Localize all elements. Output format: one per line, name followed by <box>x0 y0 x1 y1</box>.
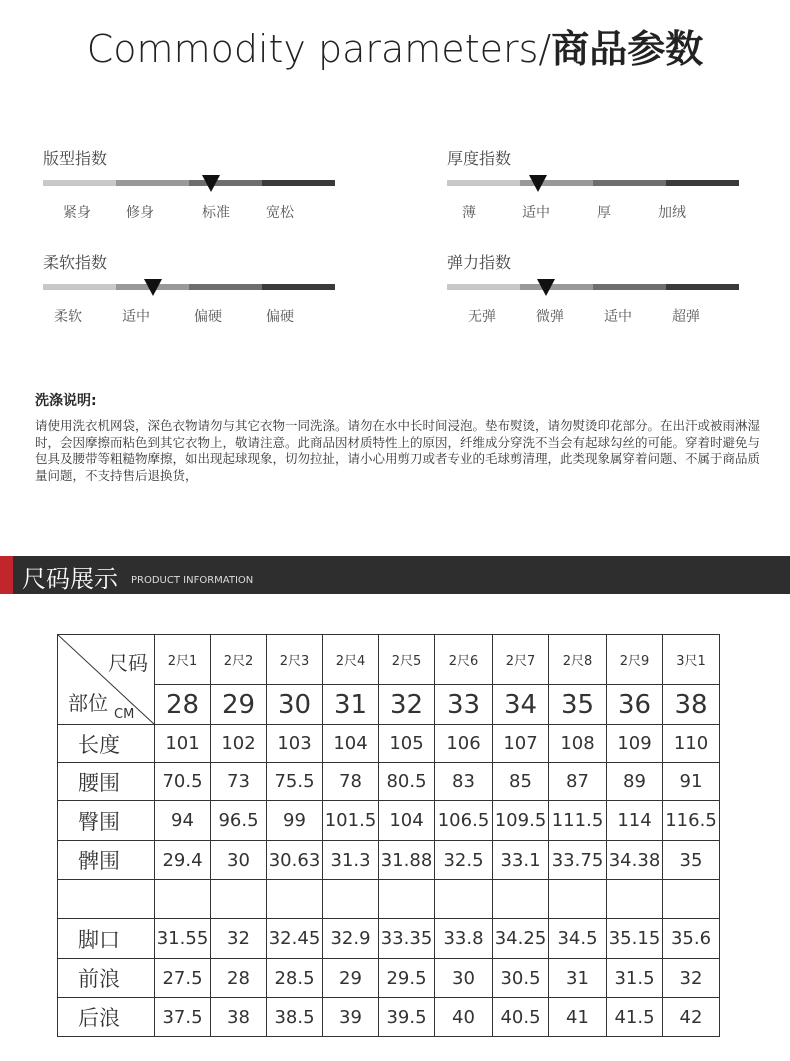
table-cell: 41.5 <box>607 998 663 1037</box>
table-cell: 32 <box>663 959 720 998</box>
table-cell: 80.5 <box>379 763 435 801</box>
index-title: 版型指数 <box>43 149 108 168</box>
table-row <box>58 959 720 998</box>
scale-label: 适中 <box>522 205 550 221</box>
table-cell <box>493 880 549 919</box>
size-number: 31 <box>323 685 379 725</box>
table-cell: 85 <box>493 763 549 801</box>
table-cell: 114 <box>607 801 663 841</box>
table-cell: 101 <box>155 725 211 763</box>
table-cell: 109.5 <box>493 801 549 841</box>
care-text: 请使用洗衣机网袋，深色衣物请勿与其它衣物一同洗涤。请勿在水中长时间浸泡。垫布熨烫，请勿熨烫印花部分。在出汗或被雨淋湿时，会因摩擦而粘色到其它衣物上，敬请注意。此商品因材质特性上的原因，纤维成分穿洗不当会有起球勾丝的可能。穿着时避免与包具及腰带等粗糙物摩擦，如出现起球现象，切勿拉扯，请小心用剪刀或者专业的毛球剪清理，此类现象属穿着问题、不属于商品质量问题，不支持售后退换货， <box>35 418 761 483</box>
size-label: 2尺2 <box>211 635 267 685</box>
size-label-row <box>58 635 720 685</box>
table-cell <box>155 880 211 919</box>
table-cell: 28 <box>211 959 267 998</box>
table-cell: 70.5 <box>155 763 211 801</box>
row-label: 后浪 <box>58 998 155 1037</box>
table-cell: 103 <box>267 725 323 763</box>
scale-bar <box>43 284 335 290</box>
size-number: 29 <box>211 685 267 725</box>
table-cell: 78 <box>323 763 379 801</box>
scale-bar <box>447 284 739 290</box>
table-cell: 40.5 <box>493 998 549 1037</box>
size-number: 33 <box>435 685 493 725</box>
table-cell: 109 <box>607 725 663 763</box>
table-cell: 35 <box>663 841 720 880</box>
size-label: 2尺9 <box>607 635 663 685</box>
table-cell: 107 <box>493 725 549 763</box>
table-cell: 29 <box>323 959 379 998</box>
table-cell: 35.6 <box>663 919 720 959</box>
table-cell <box>663 880 720 919</box>
index-title: 柔软指数 <box>43 253 108 272</box>
banner-accent <box>0 556 13 594</box>
row-label: 髀围 <box>58 841 155 880</box>
table-cell: 75.5 <box>267 763 323 801</box>
table-cell: 116.5 <box>663 801 720 841</box>
table-cell: 31.88 <box>379 841 435 880</box>
table-cell: 102 <box>211 725 267 763</box>
table-cell <box>211 880 267 919</box>
size-label: 2尺3 <box>267 635 323 685</box>
banner-subtitle: PRODUCT INFORMATION <box>131 575 254 586</box>
size-label: 2尺7 <box>493 635 549 685</box>
table-cell: 96.5 <box>211 801 267 841</box>
table-cell: 101.5 <box>323 801 379 841</box>
table-row <box>58 919 720 959</box>
table-cell: 33.75 <box>549 841 607 880</box>
size-label: 2尺1 <box>155 635 211 685</box>
row-label <box>58 880 155 919</box>
table-corner <box>58 635 155 725</box>
table-cell <box>379 880 435 919</box>
size-number: 36 <box>607 685 663 725</box>
selected-marker-icon <box>144 279 162 296</box>
table-row <box>58 801 720 841</box>
scale-label: 修身 <box>126 205 154 221</box>
table-cell: 35.15 <box>607 919 663 959</box>
table-cell: 33.1 <box>493 841 549 880</box>
scale-label: 紧身 <box>63 205 91 221</box>
page-title-en: Commodity parameters/ <box>86 27 552 71</box>
table-cell: 33.8 <box>435 919 493 959</box>
table-cell <box>435 880 493 919</box>
table-cell: 31 <box>549 959 607 998</box>
size-label: 2尺4 <box>323 635 379 685</box>
table-cell: 104 <box>323 725 379 763</box>
table-row <box>58 998 720 1037</box>
page-title-cn: 商品参数 <box>551 27 704 71</box>
table-cell: 110 <box>663 725 720 763</box>
size-number-row <box>58 685 720 725</box>
table-cell: 42 <box>663 998 720 1037</box>
table-cell: 30 <box>435 959 493 998</box>
size-number: 38 <box>663 685 720 725</box>
table-cell: 87 <box>549 763 607 801</box>
scale-label: 柔软 <box>54 309 82 325</box>
table-cell: 32.45 <box>267 919 323 959</box>
table-cell: 105 <box>379 725 435 763</box>
table-cell: 39.5 <box>379 998 435 1037</box>
size-table <box>57 634 720 1037</box>
table-cell <box>607 880 663 919</box>
scale-label: 薄 <box>462 205 476 221</box>
table-cell: 32.5 <box>435 841 493 880</box>
table-cell <box>549 880 607 919</box>
row-label: 前浪 <box>58 959 155 998</box>
table-cell: 29.5 <box>379 959 435 998</box>
size-label: 2尺8 <box>549 635 607 685</box>
scale-label: 适中 <box>122 309 150 325</box>
table-cell <box>323 880 379 919</box>
corner-size-label: 尺码 <box>108 651 148 675</box>
size-label: 3尺1 <box>663 635 720 685</box>
banner-title: 尺码展示 <box>22 565 118 593</box>
table-row <box>58 841 720 880</box>
scale-label: 超弹 <box>672 309 700 325</box>
row-label: 长度 <box>58 725 155 763</box>
measurement-rows <box>58 725 720 1037</box>
table-cell: 106.5 <box>435 801 493 841</box>
table-cell: 104 <box>379 801 435 841</box>
table-cell: 37.5 <box>155 998 211 1037</box>
row-label: 臀围 <box>58 801 155 841</box>
index-title: 弹力指数 <box>447 253 512 272</box>
table-cell: 31.55 <box>155 919 211 959</box>
table-row <box>58 725 720 763</box>
table-cell: 33.35 <box>379 919 435 959</box>
selected-marker-icon <box>529 175 547 192</box>
size-number: 30 <box>267 685 323 725</box>
care-heading: 洗涤说明: <box>35 393 97 409</box>
table-cell: 32.9 <box>323 919 379 959</box>
page-title <box>0 18 790 73</box>
table-cell: 94 <box>155 801 211 841</box>
size-number: 34 <box>493 685 549 725</box>
table-cell: 111.5 <box>549 801 607 841</box>
scale-bar <box>43 180 335 186</box>
scale-bar <box>447 180 739 186</box>
row-label: 腰围 <box>58 763 155 801</box>
scale-label: 无弹 <box>468 309 496 325</box>
table-cell: 38 <box>211 998 267 1037</box>
table-row <box>58 880 720 919</box>
table-cell: 99 <box>267 801 323 841</box>
table-cell: 39 <box>323 998 379 1037</box>
table-cell: 27.5 <box>155 959 211 998</box>
table-cell: 30 <box>211 841 267 880</box>
table-cell: 31.5 <box>607 959 663 998</box>
table-cell: 34.25 <box>493 919 549 959</box>
table-cell: 108 <box>549 725 607 763</box>
table-cell: 73 <box>211 763 267 801</box>
table-cell: 34.5 <box>549 919 607 959</box>
table-row <box>58 763 720 801</box>
scale-label: 微弹 <box>536 309 564 325</box>
table-cell: 83 <box>435 763 493 801</box>
table-cell: 32 <box>211 919 267 959</box>
row-label: 脚口 <box>58 919 155 959</box>
table-cell: 91 <box>663 763 720 801</box>
table-cell: 34.38 <box>607 841 663 880</box>
scale-label: 宽松 <box>266 205 294 221</box>
corner-unit-label: CM <box>114 707 135 722</box>
table-cell: 106 <box>435 725 493 763</box>
table-cell: 28.5 <box>267 959 323 998</box>
table-cell: 89 <box>607 763 663 801</box>
scale-label: 适中 <box>604 309 632 325</box>
size-number: 32 <box>379 685 435 725</box>
table-cell <box>267 880 323 919</box>
index-title: 厚度指数 <box>447 149 512 168</box>
size-number: 28 <box>155 685 211 725</box>
corner-part-label: 部位 <box>68 691 108 715</box>
selected-marker-icon <box>202 175 220 192</box>
size-label: 2尺5 <box>379 635 435 685</box>
table-cell: 38.5 <box>267 998 323 1037</box>
scale-label: 标准 <box>202 205 230 221</box>
selected-marker-icon <box>537 279 555 296</box>
scale-label: 偏硬 <box>194 309 222 325</box>
scale-label: 加绒 <box>658 205 686 221</box>
table-cell: 29.4 <box>155 841 211 880</box>
table-cell: 41 <box>549 998 607 1037</box>
table-cell: 30.5 <box>493 959 549 998</box>
size-label: 2尺6 <box>435 635 493 685</box>
table-cell: 40 <box>435 998 493 1037</box>
size-number: 35 <box>549 685 607 725</box>
scale-label: 厚 <box>597 205 611 221</box>
table-cell: 31.3 <box>323 841 379 880</box>
table-cell: 30.63 <box>267 841 323 880</box>
section-banner <box>0 556 790 594</box>
scale-label: 偏硬 <box>266 309 294 325</box>
